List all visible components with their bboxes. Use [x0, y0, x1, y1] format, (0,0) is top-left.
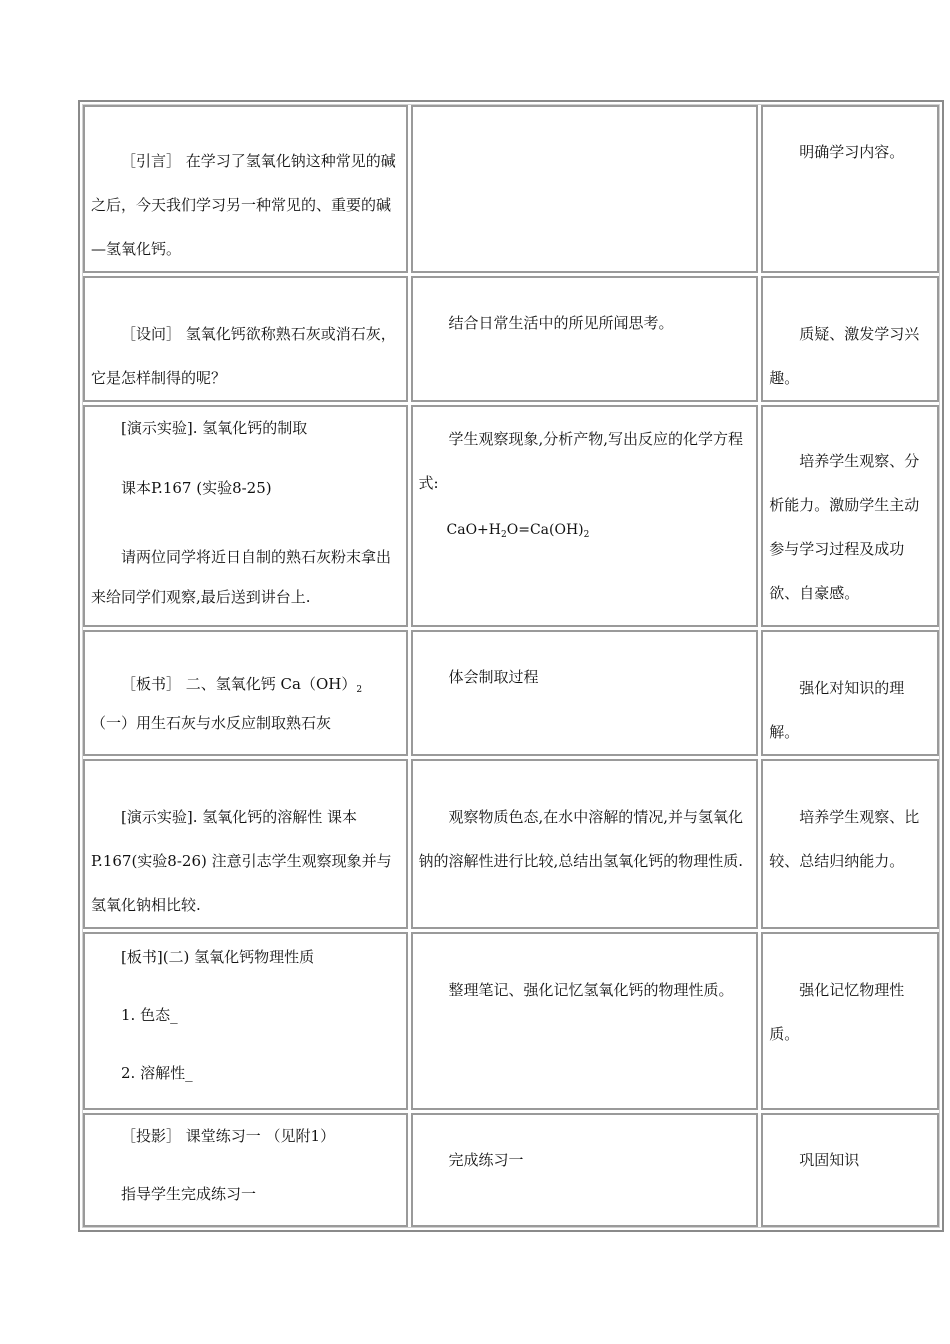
formula-subscript: 2 [356, 685, 363, 695]
student-activity-cell [411, 759, 759, 929]
student-activity-cell [411, 105, 759, 273]
table-row [83, 759, 939, 929]
table-row [83, 405, 939, 627]
purpose-text: 培养学生观察、比较、总结归纳能力。 [769, 808, 920, 870]
purpose-text: 培养学生观察、分析能力。激励学生主动参与学习过程及成功欲、自豪感。 [769, 452, 920, 602]
purpose-cell [761, 405, 939, 627]
lesson-plan-table [78, 100, 944, 1232]
student-text: 结合日常生活中的所见所闻思考。 [448, 314, 674, 332]
student-text: 体会制取过程 [448, 668, 539, 686]
purpose-cell [761, 276, 939, 402]
projection-text: ［投影］ 课堂练习一 （见附1） [121, 1127, 336, 1145]
teacher-activity-cell [83, 105, 408, 273]
student-text: 完成练习一 [448, 1151, 524, 1169]
table-row [83, 105, 939, 273]
teacher-activity-cell [83, 932, 408, 1110]
teacher-activity-cell [83, 405, 408, 627]
teacher-activity-cell [83, 1113, 408, 1227]
student-activity-cell [411, 276, 759, 402]
purpose-cell [761, 630, 939, 756]
demo-title: [演示实验]. 氢氧化钙的制取 [121, 419, 308, 437]
formula-part: CaO+H [446, 522, 501, 538]
student-activity-cell [411, 405, 759, 627]
student-text: 学生观察现象,分析产物,写出反应的化学方程式: [418, 430, 744, 492]
board-title-text: ［板书］ 二、氢氧化钙 Ca（OH） [121, 675, 357, 693]
intro-text: ［引言］ 在学习了氢氧化钠这种常见的碱之后，今天我们学习另一种常见的、重要的碱—氢氧化钙。 [91, 152, 396, 258]
student-activity-cell [411, 932, 759, 1110]
table-row [83, 932, 939, 1110]
purpose-text: 强化记忆物理性质。 [769, 981, 905, 1043]
purpose-text: 质疑、激发学习兴趣。 [769, 325, 920, 387]
formula-part: O=Ca(OH) [506, 522, 584, 538]
table-row [83, 276, 939, 402]
board-title [91, 662, 400, 712]
teacher-activity-cell [83, 630, 408, 756]
purpose-cell [761, 105, 939, 273]
question-text: ［设问］ 氢氧化钙欲称熟石灰或消石灰，它是怎样制得的呢？ [91, 325, 396, 387]
demo-instruction: 请两位同学将近日自制的熟石灰粉末拿出来给同学们观察,最后送到讲台上. [91, 548, 392, 606]
purpose-text: 明确学习内容。 [799, 143, 905, 161]
purpose-text: 巩固知识 [799, 1151, 860, 1169]
textbook-ref: 课本P.167 (实验8-25) [121, 479, 272, 497]
list-item: 2. 溶解性_ [121, 1064, 193, 1082]
table-row [83, 630, 939, 756]
student-activity-cell [411, 1113, 759, 1227]
teacher-activity-cell [83, 759, 408, 929]
student-text: 整理笔记、强化记忆氢氧化钙的物理性质。 [448, 981, 734, 999]
teacher-activity-cell [83, 276, 408, 402]
demo-text: [演示实验]. 氢氧化钙的溶解性 课本P.167(实验8-26) 注意引志学生观察现象并与氢氧化钠相比较. [91, 808, 392, 914]
board-title: [板书](二) 氢氧化钙物理性质 [121, 948, 315, 966]
purpose-cell [761, 932, 939, 1110]
student-activity-cell [411, 630, 759, 756]
purpose-cell [761, 759, 939, 929]
purpose-cell [761, 1113, 939, 1227]
formula-subscript: 2 [501, 530, 507, 540]
table-row [83, 1113, 939, 1227]
guidance-text: 指导学生完成练习一 [121, 1185, 257, 1203]
formula-subscript: 2 [583, 530, 590, 540]
list-item: 1. 色态_ [121, 1006, 178, 1024]
chemical-equation [419, 519, 751, 546]
student-text: 观察物质色态,在水中溶解的情况,并与氢氧化钠的溶解性进行比较,总结出氢氧化钙的物理性质. [418, 808, 744, 870]
board-subtitle: （一）用生石灰与水反应制取熟石灰 [91, 714, 332, 732]
purpose-text: 强化对知识的理解。 [769, 679, 905, 741]
